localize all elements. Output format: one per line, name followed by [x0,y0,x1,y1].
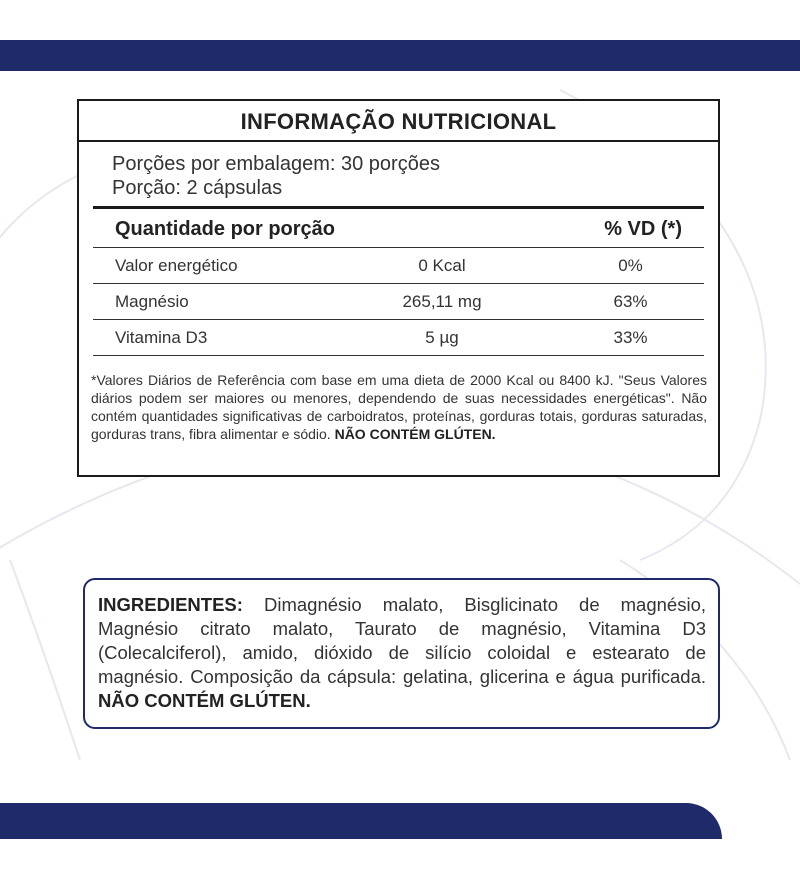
table-row [93,319,704,356]
header-quantity: Quantidade por porção [115,218,336,240]
nutrient-amount: 265,11 mg [402,292,482,311]
nutrient-name: Magnésio [115,292,189,311]
nutrition-footnote [91,371,707,443]
nutrient-dv: 33% [613,328,648,347]
ingredients-paragraph [98,593,706,713]
nutrient-amount: 5 µg [425,328,459,347]
servings-info [79,142,718,200]
ingredients-box [83,578,720,729]
nutrient-name: Vitamina D3 [115,328,208,347]
nutrition-facts-table [77,99,720,477]
nutrient-name: Valor energético [115,256,238,275]
footnote-text: *Valores Diários de Referência com base em uma dieta de 2000 Kcal ou 8400 kJ. "Seus Valores diários podem ser maiores ou menores, dependendo de suas necessidades energéticas". Não contém quantidades significativas de carboidratos, proteínas, gorduras totais, gorduras saturadas, gorduras trans, fibra alimentar e sódio. [91,372,707,442]
servings-per-package: Porções por embalagem: 30 porções [112,153,440,175]
ingredients-gluten-note: NÃO CONTÉM GLÚTEN. [98,690,311,711]
nutrient-dv: 0% [618,256,643,275]
header-daily-value: % VD (*) [604,218,682,240]
top-brand-band [0,40,800,71]
nutrient-amount: 0 Kcal [418,256,466,275]
table-header [79,209,718,247]
nutrition-title: INFORMAÇÃO NUTRICIONAL [79,101,718,142]
bottom-brand-band [0,803,722,839]
nutrient-dv: 63% [613,292,648,311]
table-row [93,247,704,283]
ingredients-label: INGREDIENTES: [98,594,243,615]
serving-size: Porção: 2 cápsulas [112,177,283,199]
table-row [93,283,704,319]
ingredients-list: Dimagnésio malato, Bisglicinato de magnésio, Magnésio citrato malato, Taurato de magnésio, Vitamina D3 (Colecalciferol), amido, dióxido de silício coloidal e estearato de magnésio. Composição da cápsula: gelatina, glicerina e água purificada. [98,594,707,687]
gluten-free-note: NÃO CONTÉM GLÚTEN. [334,426,496,442]
